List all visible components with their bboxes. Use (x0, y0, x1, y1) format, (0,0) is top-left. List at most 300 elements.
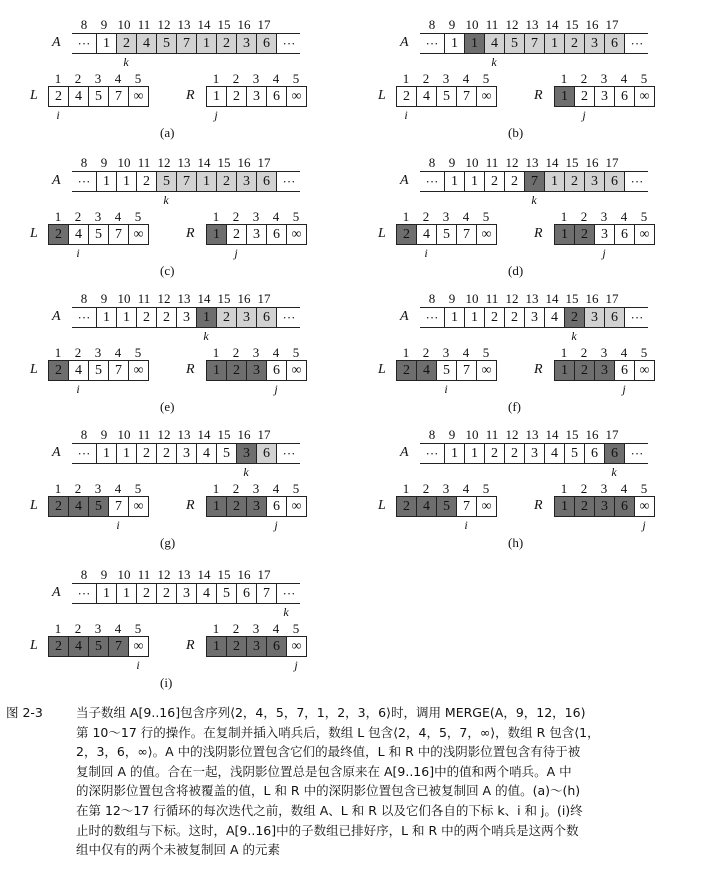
a-left-ellipsis: ··· (77, 310, 91, 325)
a-cell: 3 (176, 443, 197, 464)
l-index-label: 2 (74, 345, 82, 360)
array-l-label: L (378, 498, 386, 513)
pointer-k: k (283, 605, 289, 619)
l-cell: 2 (396, 224, 417, 245)
r-index-label: 1 (560, 209, 568, 224)
r-cell: 6 (266, 496, 287, 517)
pointer-i: i (76, 382, 80, 396)
l-index-label: 5 (482, 481, 490, 496)
array-a-label: A (400, 309, 409, 324)
a-cell: 2 (156, 583, 177, 604)
l-cell: 7 (456, 224, 477, 245)
r-cell: 6 (614, 360, 635, 381)
a-index-label: 13 (177, 427, 191, 442)
a-cell: 2 (216, 33, 237, 54)
r-index-label: 2 (232, 71, 240, 86)
a-cell: 2 (564, 171, 585, 192)
pointer-i: i (404, 108, 408, 122)
a-cell: 3 (584, 307, 605, 328)
a-index-label: 17 (257, 567, 271, 582)
r-cell: 1 (206, 360, 227, 381)
a-index-label: 10 (117, 291, 131, 306)
l-cell: 7 (456, 360, 477, 381)
r-cell: 6 (266, 360, 287, 381)
pointer-j: j (214, 108, 218, 122)
a-cell: 2 (484, 443, 505, 464)
a-cell: 1 (444, 307, 465, 328)
r-index-label: 5 (292, 209, 300, 224)
l-index-label: 4 (462, 71, 470, 86)
r-cell: ∞ (286, 86, 307, 107)
r-cell: 6 (614, 496, 635, 517)
r-index-label: 2 (580, 71, 588, 86)
a-index-label: 17 (605, 427, 619, 442)
a-index-label: 9 (448, 17, 456, 32)
r-index-label: 3 (252, 345, 260, 360)
r-cell: 1 (206, 86, 227, 107)
r-cell: 2 (226, 636, 247, 657)
a-index-label: 16 (237, 427, 251, 442)
a-cell: 1 (444, 33, 465, 54)
a-cell: 2 (156, 443, 177, 464)
array-r-label: R (186, 638, 195, 653)
a-index-label: 8 (80, 567, 88, 582)
pointer-i: i (76, 246, 80, 260)
r-cell: 3 (594, 86, 615, 107)
r-index-label: 5 (640, 481, 648, 496)
array-a-label: A (52, 445, 61, 460)
array-r-label: R (534, 88, 543, 103)
array-r-label: R (534, 362, 543, 377)
l-index-label: 2 (422, 481, 430, 496)
a-index-label: 17 (257, 427, 271, 442)
a-index-label: 13 (177, 155, 191, 170)
l-index-label: 3 (442, 481, 450, 496)
a-index-label: 13 (525, 17, 539, 32)
a-cell: 7 (176, 33, 197, 54)
a-index-label: 12 (157, 155, 171, 170)
l-index-label: 5 (134, 481, 142, 496)
pointer-k: k (243, 465, 249, 479)
a-index-label: 14 (197, 17, 211, 32)
r-index-label: 4 (620, 481, 628, 496)
a-right-ellipsis: ··· (282, 36, 296, 51)
a-cell: 6 (604, 171, 625, 192)
a-index-label: 8 (80, 427, 88, 442)
a-index-label: 11 (485, 155, 499, 170)
r-index-label: 2 (580, 209, 588, 224)
a-cell: 3 (176, 583, 197, 604)
r-index-label: 2 (232, 345, 240, 360)
l-cell: ∞ (476, 496, 497, 517)
a-index-label: 15 (217, 17, 231, 32)
a-cell: 6 (584, 443, 605, 464)
a-index-label: 10 (465, 427, 479, 442)
a-index-label: 12 (505, 427, 519, 442)
a-cell: 1 (464, 443, 485, 464)
a-cell: 1 (544, 33, 565, 54)
array-r-label: R (186, 498, 195, 513)
a-index-label: 16 (237, 17, 251, 32)
pointer-j: j (642, 518, 646, 532)
a-cell: 6 (236, 583, 257, 604)
l-cell: 2 (396, 496, 417, 517)
a-left-ellipsis: ··· (425, 446, 439, 461)
r-index-label: 3 (252, 71, 260, 86)
r-cell: 1 (206, 636, 227, 657)
a-cell: 1 (96, 171, 117, 192)
l-cell: 4 (416, 360, 437, 381)
a-index-label: 8 (428, 17, 436, 32)
r-cell: 3 (246, 86, 267, 107)
l-cell: ∞ (128, 86, 149, 107)
merge-panel (24, 292, 354, 432)
a-cell: 1 (196, 33, 217, 54)
a-index-label: 11 (137, 427, 151, 442)
a-index-label: 16 (237, 567, 251, 582)
a-left-ellipsis: ··· (425, 174, 439, 189)
l-index-label: 2 (74, 71, 82, 86)
r-cell: 1 (554, 496, 575, 517)
a-index-label: 14 (545, 427, 559, 442)
l-cell: 2 (48, 360, 69, 381)
l-index-label: 3 (94, 621, 102, 636)
a-index-label: 15 (565, 17, 579, 32)
a-index-label: 13 (177, 17, 191, 32)
r-cell: 2 (226, 224, 247, 245)
a-cell: 2 (136, 443, 157, 464)
a-index-label: 15 (565, 427, 579, 442)
r-index-label: 1 (212, 71, 220, 86)
l-index-label: 5 (134, 71, 142, 86)
array-a-label: A (400, 35, 409, 50)
a-cell: 2 (216, 171, 237, 192)
r-index-label: 3 (252, 209, 260, 224)
a-cell: 1 (96, 307, 117, 328)
array-a-label: A (400, 173, 409, 188)
r-index-label: 3 (600, 71, 608, 86)
pointer-i: i (464, 518, 468, 532)
r-index-label: 2 (580, 345, 588, 360)
r-index-label: 1 (560, 345, 568, 360)
a-cell: 6 (256, 307, 277, 328)
a-cell: 5 (156, 171, 177, 192)
caption-tag: 图 2-3 (6, 705, 43, 720)
a-index-label: 9 (100, 567, 108, 582)
pointer-j: j (294, 658, 298, 672)
r-cell: ∞ (634, 360, 655, 381)
l-index-label: 3 (94, 209, 102, 224)
caption-line: 止时的数组与下标。这时，A[9..16]中的子数组已排好序，L 和 R 中的两个哨兵是这两个数 (76, 822, 579, 838)
pointer-i: i (56, 108, 60, 122)
l-cell: 2 (48, 86, 69, 107)
merge-panel (372, 428, 702, 568)
r-index-label: 1 (212, 621, 220, 636)
a-cell: 1 (464, 171, 485, 192)
l-cell: 5 (88, 360, 109, 381)
a-cell: 2 (136, 171, 157, 192)
a-cell: 1 (96, 443, 117, 464)
a-right-ellipsis: ··· (630, 310, 644, 325)
l-cell: ∞ (476, 224, 497, 245)
a-cell: 2 (504, 443, 525, 464)
a-index-label: 11 (485, 291, 499, 306)
l-cell: 2 (396, 360, 417, 381)
a-cell: 2 (136, 307, 157, 328)
l-cell: 4 (68, 224, 89, 245)
pointer-i: i (136, 658, 140, 672)
a-cell: 2 (564, 33, 585, 54)
a-index-label: 10 (465, 291, 479, 306)
l-index-label: 5 (482, 345, 490, 360)
r-index-label: 4 (272, 209, 280, 224)
array-l-label: L (378, 88, 386, 103)
panel-label: (b) (508, 125, 524, 140)
a-index-label: 16 (237, 155, 251, 170)
a-cell: 3 (236, 33, 257, 54)
l-cell: 2 (48, 496, 69, 517)
r-cell: ∞ (634, 86, 655, 107)
a-left-ellipsis: ··· (77, 446, 91, 461)
a-cell: 3 (524, 307, 545, 328)
r-cell: 2 (574, 224, 595, 245)
l-index-label: 3 (94, 481, 102, 496)
pointer-j: j (234, 246, 238, 260)
a-cell: 1 (116, 307, 137, 328)
caption-line: 当子数组 A[9..16]包含序列⟨2，4，5，7，1，2，3，6⟩时，调用 MERGE(A，9，12，16) (76, 705, 586, 720)
a-index-label: 8 (428, 427, 436, 442)
array-a-label: A (52, 173, 61, 188)
l-cell: 5 (436, 86, 457, 107)
a-cell: 2 (156, 307, 177, 328)
a-cell: 2 (504, 307, 525, 328)
r-index-label: 3 (600, 481, 608, 496)
l-index-label: 2 (74, 481, 82, 496)
merge-panel (24, 156, 354, 296)
a-left-ellipsis: ··· (77, 174, 91, 189)
r-cell: 1 (206, 496, 227, 517)
r-cell: 1 (206, 224, 227, 245)
l-cell: 7 (108, 86, 129, 107)
panel-label: (f) (508, 399, 521, 414)
array-l-label: L (30, 362, 38, 377)
a-index-label: 8 (80, 17, 88, 32)
caption-line: 组中仅有的两个未被复制回 A 的元素 (76, 842, 280, 858)
l-cell: 7 (108, 496, 129, 517)
r-cell: 3 (246, 496, 267, 517)
a-index-label: 9 (100, 427, 108, 442)
r-cell: 6 (266, 636, 287, 657)
l-cell: 5 (88, 496, 109, 517)
l-cell: 2 (396, 86, 417, 107)
a-right-ellipsis: ··· (282, 446, 296, 461)
l-cell: ∞ (128, 636, 149, 657)
a-cell: 3 (236, 171, 257, 192)
l-cell: 5 (436, 360, 457, 381)
l-index-label: 1 (402, 345, 410, 360)
a-cell: 6 (604, 33, 625, 54)
a-index-label: 11 (485, 427, 499, 442)
r-cell: 2 (226, 86, 247, 107)
panel-label: (i) (160, 675, 173, 690)
a-index-label: 11 (137, 155, 151, 170)
a-index-label: 13 (525, 291, 539, 306)
r-index-label: 1 (212, 209, 220, 224)
a-index-label: 10 (117, 567, 131, 582)
r-cell: 6 (614, 224, 635, 245)
l-cell: 5 (436, 224, 457, 245)
a-cell: 1 (196, 307, 217, 328)
l-index-label: 5 (134, 345, 142, 360)
a-index-label: 9 (100, 291, 108, 306)
caption-line: 在第 12～17 行循环的每次迭代之前，数组 A、L 和 R 以及它们各自的下标 k、i 和 j。(i)终 (76, 802, 583, 818)
a-index-label: 12 (157, 567, 171, 582)
a-index-label: 14 (197, 155, 211, 170)
pointer-j: j (274, 518, 278, 532)
r-index-label: 4 (272, 345, 280, 360)
a-index-label: 14 (197, 567, 211, 582)
array-l-label: L (378, 226, 386, 241)
l-cell: 4 (68, 636, 89, 657)
r-cell: 1 (554, 86, 575, 107)
a-index-label: 9 (100, 17, 108, 32)
a-index-label: 12 (157, 17, 171, 32)
l-index-label: 4 (462, 345, 470, 360)
array-r-label: R (534, 226, 543, 241)
l-index-label: 1 (54, 345, 62, 360)
panel-label: (c) (160, 263, 175, 278)
pointer-k: k (163, 193, 169, 207)
l-cell: 4 (416, 86, 437, 107)
l-index-label: 5 (482, 71, 490, 86)
a-cell: 5 (564, 443, 585, 464)
a-cell: 1 (116, 171, 137, 192)
r-cell: 2 (574, 496, 595, 517)
a-index-label: 8 (80, 155, 88, 170)
pointer-k: k (203, 329, 209, 343)
r-cell: 3 (246, 636, 267, 657)
a-index-label: 13 (525, 155, 539, 170)
l-index-label: 1 (54, 71, 62, 86)
l-index-label: 3 (94, 345, 102, 360)
l-cell: 5 (88, 224, 109, 245)
array-r-label: R (534, 498, 543, 513)
r-cell: ∞ (286, 360, 307, 381)
a-cell: 4 (136, 33, 157, 54)
l-index-label: 4 (114, 621, 122, 636)
a-cell: 4 (196, 443, 217, 464)
r-index-label: 2 (232, 481, 240, 496)
r-cell: 6 (266, 86, 287, 107)
a-cell: 2 (136, 583, 157, 604)
a-index-label: 10 (117, 155, 131, 170)
l-index-label: 4 (462, 209, 470, 224)
a-index-label: 14 (197, 291, 211, 306)
a-cell: 4 (544, 443, 565, 464)
a-index-label: 9 (448, 427, 456, 442)
a-index-label: 17 (605, 291, 619, 306)
r-cell: ∞ (286, 636, 307, 657)
l-index-label: 2 (74, 209, 82, 224)
l-cell: ∞ (128, 224, 149, 245)
l-index-label: 3 (442, 345, 450, 360)
a-index-label: 11 (137, 17, 151, 32)
panel-label: (h) (508, 535, 524, 550)
pointer-j: j (622, 382, 626, 396)
l-index-label: 2 (422, 345, 430, 360)
a-cell: 1 (96, 33, 117, 54)
a-cell: 4 (544, 307, 565, 328)
r-cell: 3 (246, 360, 267, 381)
a-left-ellipsis: ··· (77, 586, 91, 601)
a-index-label: 15 (217, 427, 231, 442)
array-l-label: L (30, 88, 38, 103)
a-index-label: 17 (605, 17, 619, 32)
a-cell: 7 (176, 171, 197, 192)
a-index-label: 11 (137, 567, 151, 582)
a-cell: 5 (504, 33, 525, 54)
a-right-ellipsis: ··· (282, 174, 296, 189)
l-cell: 7 (456, 496, 477, 517)
r-cell: ∞ (286, 224, 307, 245)
r-index-label: 3 (252, 621, 260, 636)
a-cell: 5 (216, 583, 237, 604)
a-cell: 2 (116, 33, 137, 54)
l-cell: 4 (416, 496, 437, 517)
l-cell: 7 (456, 86, 477, 107)
r-index-label: 3 (600, 345, 608, 360)
a-cell: 5 (216, 443, 237, 464)
a-cell: 6 (604, 443, 625, 464)
a-cell: 7 (256, 583, 277, 604)
a-index-label: 10 (117, 17, 131, 32)
a-cell: 3 (524, 443, 545, 464)
a-index-label: 17 (257, 291, 271, 306)
a-index-label: 10 (465, 155, 479, 170)
l-cell: 4 (68, 86, 89, 107)
r-cell: ∞ (634, 224, 655, 245)
merge-panel (372, 18, 702, 158)
r-cell: 2 (574, 86, 595, 107)
a-cell: 3 (176, 307, 197, 328)
a-cell: 1 (116, 583, 137, 604)
r-cell: ∞ (286, 496, 307, 517)
a-cell: 3 (236, 443, 257, 464)
merge-panel (24, 18, 354, 158)
r-index-label: 5 (292, 345, 300, 360)
a-index-label: 14 (545, 155, 559, 170)
a-index-label: 12 (157, 291, 171, 306)
l-cell: 4 (416, 224, 437, 245)
a-cell: 1 (444, 171, 465, 192)
l-index-label: 3 (94, 71, 102, 86)
array-l-label: L (378, 362, 386, 377)
l-index-label: 1 (54, 209, 62, 224)
a-index-label: 10 (117, 427, 131, 442)
a-cell: 2 (484, 171, 505, 192)
pointer-i: i (424, 246, 428, 260)
a-index-label: 9 (448, 291, 456, 306)
r-index-label: 2 (232, 209, 240, 224)
a-index-label: 16 (585, 17, 599, 32)
r-index-label: 4 (620, 209, 628, 224)
a-index-label: 11 (137, 291, 151, 306)
a-index-label: 16 (585, 427, 599, 442)
a-cell: 1 (464, 33, 485, 54)
r-index-label: 5 (292, 71, 300, 86)
merge-panel (24, 428, 354, 568)
a-cell: 2 (484, 307, 505, 328)
